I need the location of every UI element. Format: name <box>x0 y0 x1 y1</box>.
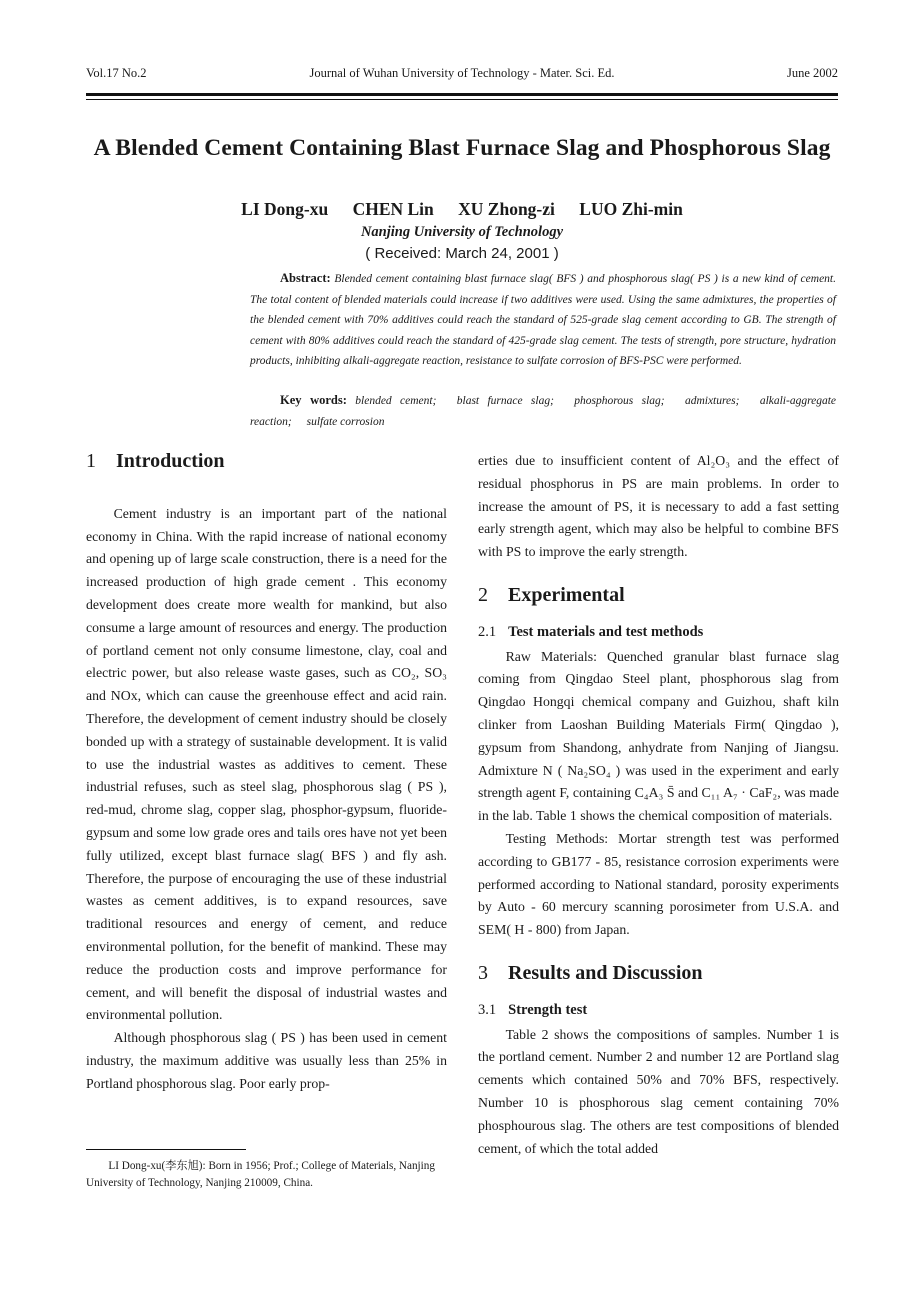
paper-title: A Blended Cement Containing Blast Furnace Slag and Phosphorous Slag <box>93 135 831 161</box>
journal-name: Journal of Wuhan University of Technology - Mater. Sci. Ed. <box>309 66 615 80</box>
header-rule-thin <box>86 99 838 100</box>
section-heading-results: 3 Results and Discussion <box>478 961 703 984</box>
abstract <box>250 268 836 372</box>
issue-date: June 2002 <box>786 66 838 80</box>
methods-paragraph: Testing Methods: Mortar strength test was performed according to GB177 - 85, resistance corrosion experiments were performed according to National standard, porosity experiments by Auto - 60 mercury scanning porosimeter from U.S.A. and SEM( H - 800) from Japan. <box>478 830 839 938</box>
author: LUO Zhi-min <box>579 199 683 219</box>
author-list <box>0 199 924 220</box>
author: XU Zhong-zi <box>458 199 555 219</box>
abstract-label: Abstract: <box>280 271 331 285</box>
affiliation: Nanjing University of Technology <box>360 224 564 240</box>
strength-paragraph: Table 2 shows the compositions of samples. Number 1 is the portland cement. Number 2 and number 12 are Portland slag cements which contained 50% and 70% BFS, respectively. Number 10 is phosphorous slag cement containing 70% phosphourous slag. The others are test compositions of blended cement, of which the total added <box>478 1026 839 1156</box>
keywords <box>250 390 836 432</box>
keyword: phosphorous slag; <box>574 395 665 407</box>
subsection-heading-materials: 2.1 Test materials and test methods <box>478 623 704 640</box>
abstract-text: Blended cement containing blast furnace slag( BFS ) and phosphorous slag( PS ) is a new kind of cement. The total content of blended materials could increase if two additives were used. Using the same admixtures, the properties of the blended cement with 70% additives could reach the standard of 525-grade slag cement according to GB. The strength of cement with 80% additives could reach the standard of 425-grade slag cement. The tests of strength, pore structure, hydration products, inhibiting alkali-aggregate reaction, resistance to sulfate corrosion of BFS-PSC were performed. <box>250 273 836 367</box>
section-heading-introduction: 1 Introduction <box>86 450 225 472</box>
materials-paragraph: Raw Materials: Quenched granular blast furnace slag coming from Qingdao Steel plant, phosphorous slag from Qingdao Hongqi chemical company and Guizhou, shaft kiln clinker from Laoshan Building Materials Firm( Qingdao ), gypsum from Shandong, anhydrate from Nanjing of Jiangsu. Admixture N ( Na₂SO₄ ) was used in the experiment and early strength agent F, containing C₄A₃ S̄ and C₁₁ A₇ · CaF₂, was made in the lab. Table 1 shows the chemical composition of materials. <box>478 648 839 824</box>
keyword: blended cement; <box>355 395 437 407</box>
right-column <box>478 450 839 1160</box>
left-column <box>86 450 447 1096</box>
keyword: alkali-aggregate reaction; <box>250 395 837 428</box>
intro-paragraph-2: Although phosphorous slag ( PS ) has been used in cement industry, the maximum additive was usually less than 25% in Portland phosphorous slag. Poor early prop- <box>86 1030 447 1091</box>
keyword: sulfate corrosion <box>306 415 385 428</box>
keyword: blast furnace slag; <box>456 395 554 407</box>
footnote-rule <box>86 1149 246 1150</box>
running-header <box>86 66 838 84</box>
subsection-heading-strength: 3.1 Strength test <box>478 1001 588 1018</box>
keyword: admixtures; <box>684 395 740 407</box>
keywords-label: Key words: <box>280 393 347 407</box>
intro-paragraph-2-continued: erties due to insufficient content of Al₂O₃ and the effect of residual phosphorus in PS are main problems. In order to increase the amount of PS, it is necessary to add a fast setting early strength agent, which may also be helpful to combine BFS with PS to improve the early strength. <box>478 453 839 560</box>
section-heading-experimental: 2 Experimental <box>478 583 625 606</box>
received-date: ( Received: March 24, 2001 ) <box>365 245 559 262</box>
author: LI Dong-xu <box>241 199 329 219</box>
volume-info: Vol.17 No.2 <box>86 66 147 80</box>
author: CHEN Lin <box>352 199 434 219</box>
intro-paragraph: Cement industry is an important part of the national economy in China. With the rapid increase of national economy and opening up of large scale construction, there is a need for the increased production of high grade cement . This economy development does create more wealth for mankind, but also consume a large amount of resources and energy. The production of portland cement not only consume limestone, clay, coal and electric power, but also release waste gases, such as CO₂, SO₃ and NOx, which can cause the greenhouse effect and acid rain. Therefore, the development of cement industry should be closely bonded up with a strategy of sustainable development. It is valid to use the industrial wastes as additives to cement. These industrial refuses, such as steel slag, phosphorous slag ( PS ), red-mud, chrome slag, copper slag, phosphor-gypsum, fluoride-gypsum and some low grade ores and tails ores have not yet been fully utilized, except blast furnace slag( BFS ) and fly ash. Therefore, the purpose of encouraging the use of these industrial wastes as cement additives, is to expand resources, save traditional resources and energy of cement, and reduce environmental pollution, for the benefit of mankind. These may reduce the production costs and improve performance for cement, and will benefit the disposal of industrial wastes and environmental pollution. <box>86 505 447 1023</box>
author-footnote: LI Dong-xu(李东旭): Born in 1956; Prof.; College of Materials, Nanjing University of Technology, Nanjing 210009, China. <box>86 1160 435 1189</box>
header-rule-thick <box>86 93 838 96</box>
